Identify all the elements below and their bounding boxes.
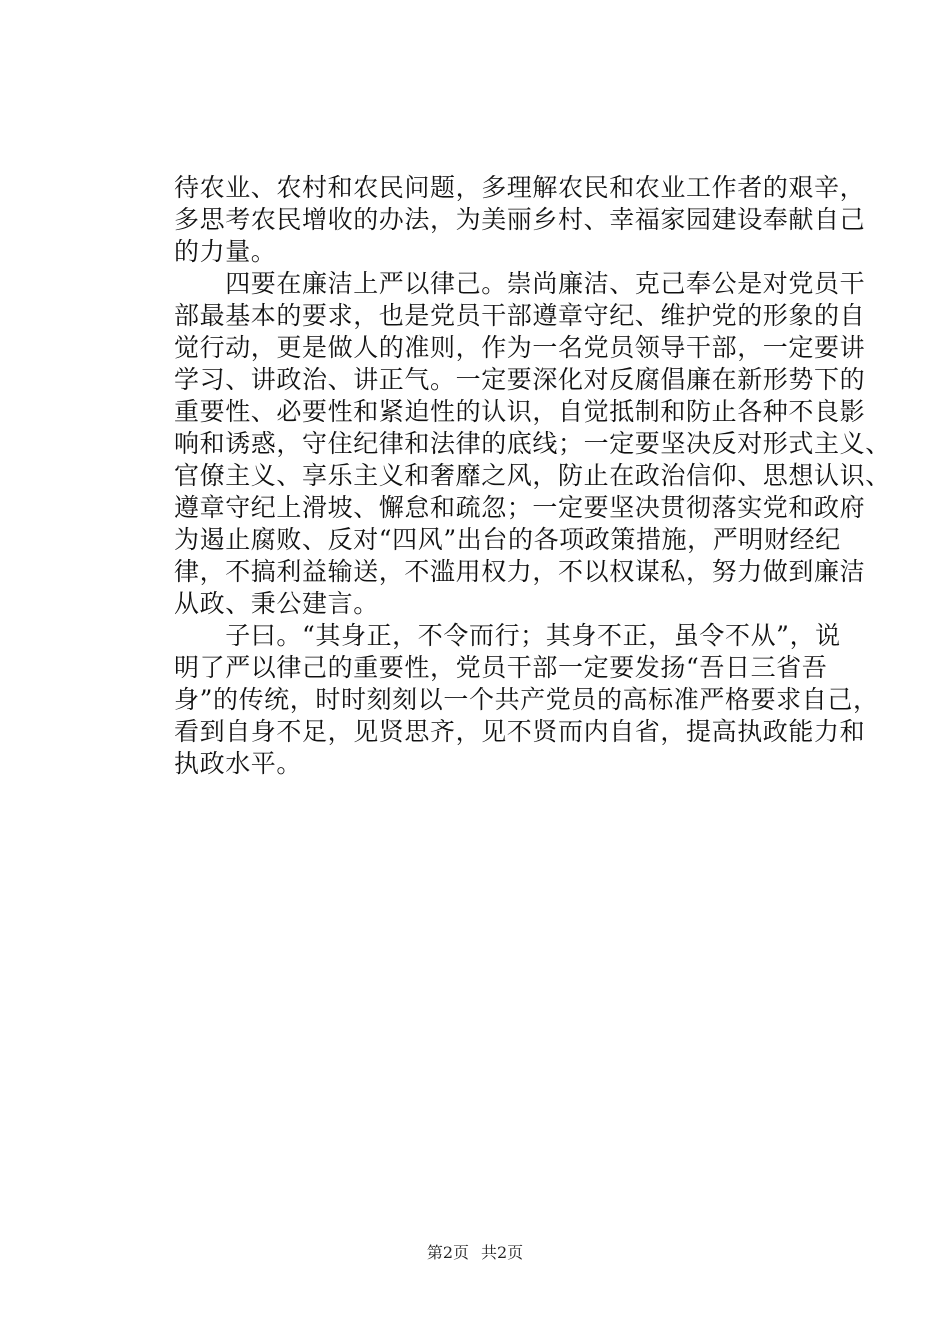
text-line: 部最基本的要求，也是党员干部遵章守纪、维护党的形象的自 <box>174 301 866 330</box>
text-line: 官僚主义、享乐主义和奢靡之风，防止在政治信仰、思想认识、 <box>174 461 891 490</box>
text-line: 多思考农民增收的办法，为美丽乡村、幸福家园建设奉献自己 <box>174 205 866 234</box>
text-line: 明了严以律己的重要性，党员干部一定要发扬“吾日三省吾 <box>174 653 828 682</box>
text-line: 从政、秉公建言。 <box>174 589 379 618</box>
page-footer <box>0 1243 950 1263</box>
text-line: 为遏止腐败、反对“四风”出台的各项政策措施，严明财经纪 <box>174 525 841 554</box>
text-line: 四要在廉洁上严以律己。崇尚廉洁、克己奉公是对党员干 <box>174 269 866 298</box>
text-line: 律，不搞利益输送，不滥用权力，不以权谋私，努力做到廉洁 <box>174 557 866 586</box>
text-line: 学习、讲政治、讲正气。一定要深化对反腐倡廉在新形势下的 <box>174 365 866 394</box>
page-total: 共2页 <box>481 1243 524 1262</box>
text-line: 执政水平。 <box>174 749 303 778</box>
text-line: 子曰。“其身正，不令而行；其身不正，虽令不从”，说 <box>174 621 841 650</box>
text-line: 的力量。 <box>174 237 277 266</box>
text-line: 看到自身不足，见贤思齐，见不贤而内自省，提高执政能力和 <box>174 717 866 746</box>
text-line: 重要性、必要性和紧迫性的认识，自觉抵制和防止各种不良影 <box>174 397 866 426</box>
text-line: 觉行动，更是做人的准则，作为一名党员领导干部，一定要讲 <box>174 333 866 362</box>
text-line: 身”的传统，时时刻刻以一个共产党员的高标准严格要求自己， <box>174 685 879 714</box>
text-line: 遵章守纪上滑坡、懈怠和疏忽；一定要坚决贯彻落实党和政府 <box>174 493 866 522</box>
text-line: 待农业、农村和农民问题，多理解农民和农业工作者的艰辛， <box>174 173 866 202</box>
text-line: 响和诱惑，守住纪律和法律的底线；一定要坚决反对形式主义、 <box>174 429 891 458</box>
body-text <box>174 172 891 780</box>
page-number: 第2页 <box>426 1243 469 1262</box>
